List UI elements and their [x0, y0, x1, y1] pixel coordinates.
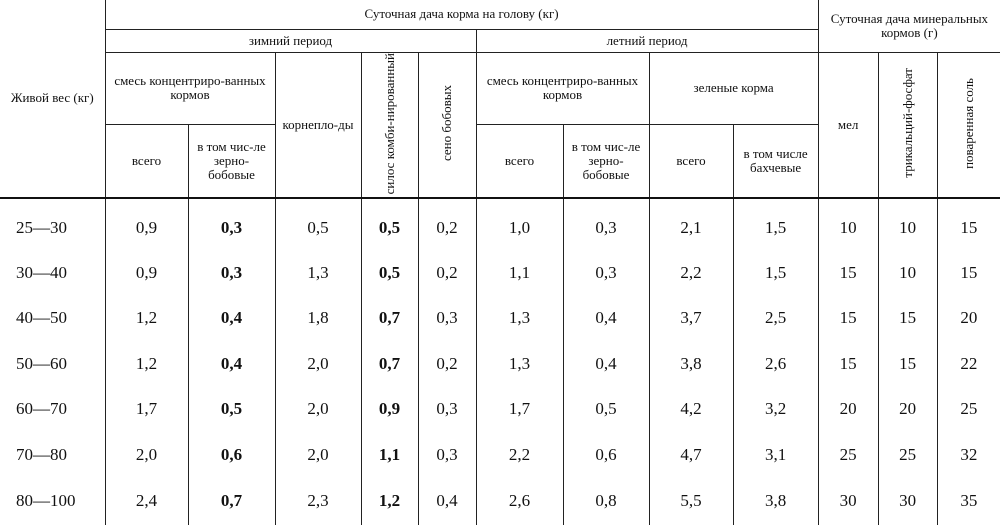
header-tricalcium-phosphate-label: трикальций-фосфат — [899, 68, 915, 178]
table-cell: 3,8 — [649, 341, 733, 386]
table-cell: 0,3 — [563, 198, 649, 250]
table-cell: 2,0 — [275, 341, 361, 386]
row-weight-cell: 50—60 — [0, 341, 105, 386]
table-cell: 1,3 — [275, 250, 361, 295]
header-daily-feed: Суточная дача корма на голову (кг) — [105, 0, 818, 29]
header-silage-label: силос комби-нированный — [381, 52, 397, 194]
header-daily-minerals: Суточная дача минеральных кормов (г) — [818, 0, 1000, 52]
table-cell: 0,7 — [188, 477, 275, 525]
table-cell: 25 — [818, 432, 878, 477]
table-cell: 1,2 — [105, 296, 188, 341]
table-cell: 0,6 — [188, 432, 275, 477]
header-green-melons: в том числе бахчевые — [733, 125, 818, 198]
table-cell: 1,5 — [733, 198, 818, 250]
table-cell: 0,4 — [418, 477, 476, 525]
table-cell: 1,0 — [476, 198, 563, 250]
table-cell: 20 — [878, 387, 937, 432]
header-legume-hay-label: сено бобовых — [439, 85, 454, 162]
table-cell: 2,5 — [733, 296, 818, 341]
table-cell: 0,2 — [418, 341, 476, 386]
header-winter-conc-grain: в том чис-ле зерно-бобовые — [188, 125, 275, 198]
table-cell: 2,1 — [649, 198, 733, 250]
table-cell: 15 — [878, 341, 937, 386]
table-row — [0, 250, 1000, 295]
table-cell: 30 — [878, 477, 937, 525]
row-weight-cell: 25—30 — [0, 198, 105, 250]
table-cell: 2,0 — [275, 387, 361, 432]
table-cell: 35 — [937, 477, 1000, 525]
table-cell: 30 — [818, 477, 878, 525]
table-cell: 3,7 — [649, 296, 733, 341]
table-cell: 25 — [937, 387, 1000, 432]
table-cell: 3,8 — [733, 477, 818, 525]
table-cell: 15 — [818, 250, 878, 295]
header-root-crops: корнепло-ды — [275, 52, 361, 198]
table-cell: 2,6 — [733, 341, 818, 386]
row-weight-cell: 60—70 — [0, 387, 105, 432]
table-cell: 1,1 — [476, 250, 563, 295]
table-cell: 20 — [937, 296, 1000, 341]
table-cell: 0,5 — [361, 198, 418, 250]
table-cell: 0,5 — [188, 387, 275, 432]
table-cell: 0,3 — [188, 198, 275, 250]
table-cell: 25 — [878, 432, 937, 477]
table-cell: 2,0 — [275, 432, 361, 477]
table-cell: 1,7 — [105, 387, 188, 432]
table-cell: 15 — [818, 341, 878, 386]
table-cell: 1,8 — [275, 296, 361, 341]
header-legume-hay — [418, 52, 476, 198]
header-summer-conc-total: всего — [476, 125, 563, 198]
header-tricalcium-phosphate — [878, 52, 937, 198]
table-cell: 0,3 — [418, 432, 476, 477]
table-cell: 3,2 — [733, 387, 818, 432]
table-cell: 20 — [818, 387, 878, 432]
header-table-salt-label: поваренная соль — [960, 77, 976, 169]
header-live-weight: Живой вес (кг) — [0, 0, 105, 198]
header-table-salt — [937, 52, 1000, 198]
row-weight-cell: 30—40 — [0, 250, 105, 295]
header-summer-conc-grain: в том чис-ле зерно-бобовые — [563, 125, 649, 198]
table-cell: 1,3 — [476, 296, 563, 341]
header-winter-concentrate: смесь концентриро-ванных кормов — [105, 52, 275, 125]
table-cell: 1,1 — [361, 432, 418, 477]
table-cell: 0,2 — [418, 198, 476, 250]
header-green-feed: зеленые корма — [649, 52, 818, 125]
table-cell: 0,2 — [418, 250, 476, 295]
row-weight-cell: 40—50 — [0, 296, 105, 341]
table-cell: 2,4 — [105, 477, 188, 525]
table-cell: 15 — [878, 296, 937, 341]
table-cell: 2,6 — [476, 477, 563, 525]
table-cell: 0,3 — [188, 250, 275, 295]
table-cell: 4,2 — [649, 387, 733, 432]
table-cell: 10 — [878, 250, 937, 295]
table-cell: 0,6 — [563, 432, 649, 477]
table-cell: 1,7 — [476, 387, 563, 432]
table-cell: 0,7 — [361, 296, 418, 341]
table-cell: 5,5 — [649, 477, 733, 525]
table-row — [0, 477, 1000, 525]
table-row — [0, 296, 1000, 341]
table-row — [0, 432, 1000, 477]
table-cell: 2,0 — [105, 432, 188, 477]
table-body — [0, 198, 1000, 525]
table-cell: 10 — [818, 198, 878, 250]
table-cell: 3,1 — [733, 432, 818, 477]
table-cell: 0,3 — [418, 387, 476, 432]
table-cell: 1,2 — [361, 477, 418, 525]
table-row — [0, 387, 1000, 432]
table-row — [0, 341, 1000, 386]
table-cell: 0,3 — [418, 296, 476, 341]
table-cell: 2,2 — [649, 250, 733, 295]
table-cell: 32 — [937, 432, 1000, 477]
row-weight-cell: 80—100 — [0, 477, 105, 525]
header-silage — [361, 52, 418, 198]
table-cell: 2,2 — [476, 432, 563, 477]
row-weight-cell: 70—80 — [0, 432, 105, 477]
table-cell: 0,5 — [275, 198, 361, 250]
table-cell: 0,5 — [361, 250, 418, 295]
header-green-total: всего — [649, 125, 733, 198]
table-cell: 0,4 — [563, 296, 649, 341]
table-cell: 15 — [818, 296, 878, 341]
header-winter-conc-total: всего — [105, 125, 188, 198]
header-winter-period: зимний период — [105, 29, 476, 52]
table-cell: 0,8 — [563, 477, 649, 525]
table-cell: 0,5 — [563, 387, 649, 432]
table-cell: 15 — [937, 198, 1000, 250]
table-cell: 0,4 — [563, 341, 649, 386]
table-cell: 1,2 — [105, 341, 188, 386]
table-cell: 0,7 — [361, 341, 418, 386]
table-cell: 10 — [878, 198, 937, 250]
header-summer-period: летний период — [476, 29, 818, 52]
table-cell: 0,3 — [563, 250, 649, 295]
table-row — [0, 198, 1000, 250]
table-cell: 2,3 — [275, 477, 361, 525]
table-cell: 15 — [937, 250, 1000, 295]
table-cell: 0,9 — [361, 387, 418, 432]
table-cell: 0,9 — [105, 250, 188, 295]
table-cell: 0,9 — [105, 198, 188, 250]
header-summer-concentrate: смесь концентриро-ванных кормов — [476, 52, 649, 125]
table-cell: 1,5 — [733, 250, 818, 295]
table-cell: 0,4 — [188, 341, 275, 386]
header-chalk: мел — [818, 52, 878, 198]
table-cell: 4,7 — [649, 432, 733, 477]
table-cell: 1,3 — [476, 341, 563, 386]
table-cell: 22 — [937, 341, 1000, 386]
table-cell: 0,4 — [188, 296, 275, 341]
